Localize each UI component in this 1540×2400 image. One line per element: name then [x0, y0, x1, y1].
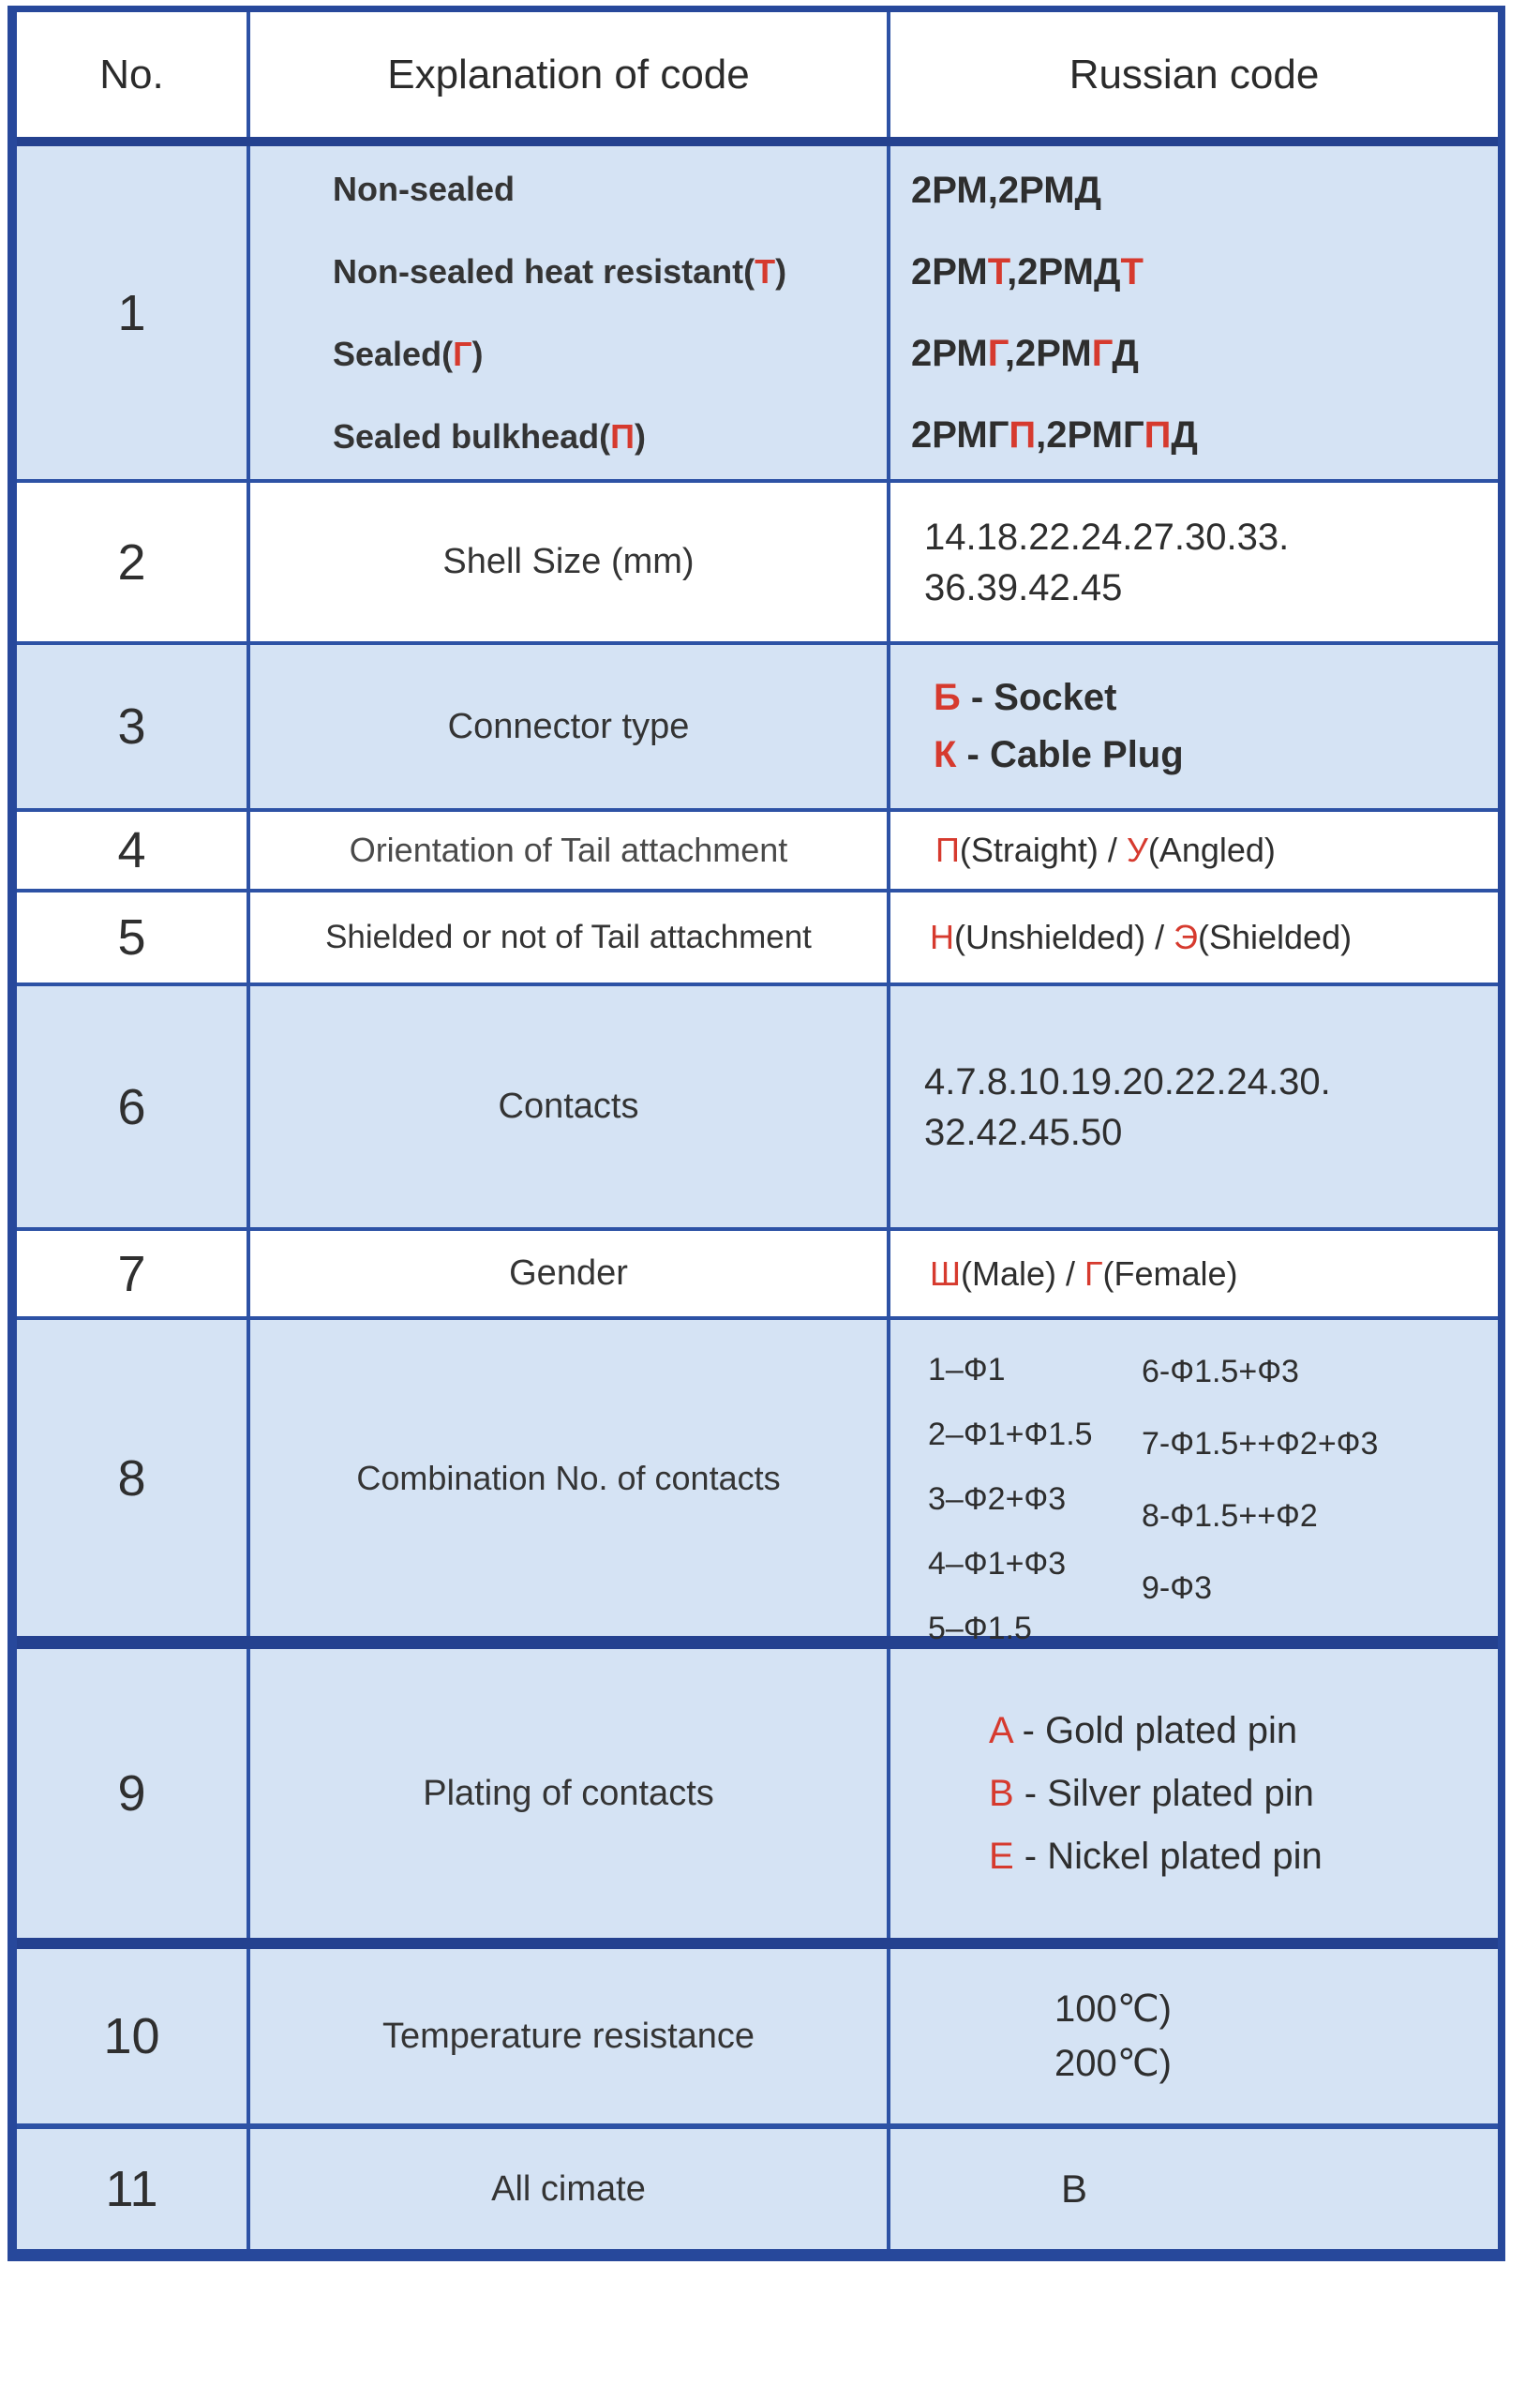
table-row-4 — [17, 812, 1498, 892]
red-code-letter: П — [1009, 413, 1037, 456]
row-3-number: 3 — [17, 645, 250, 808]
code-line: 1–Ф1 — [928, 1352, 1006, 1388]
red-code-letter: У — [1126, 831, 1148, 869]
row-10-explanation: Temperature resistance — [250, 1949, 890, 2123]
code-line: 7-Ф1.5++Ф2+Ф3 — [1142, 1426, 1379, 1462]
row-4-explanation: Orientation of Tail attachment — [250, 812, 890, 889]
row-7-number: 7 — [17, 1231, 250, 1316]
red-code-letter: Б — [934, 677, 961, 718]
text-segment: - Nickel plated pin — [1013, 1835, 1323, 1877]
text-segment: (Male) / — [961, 1253, 1085, 1293]
row-7-russian-code — [890, 1231, 1498, 1316]
row-11-number: 11 — [17, 2129, 250, 2249]
row-2-explanation: Shell Size (mm) — [250, 483, 890, 641]
text-segment: - Cable Plug — [956, 734, 1184, 775]
table-row-5 — [17, 892, 1498, 986]
text-segment: 2РМ,2РМД — [911, 169, 1102, 211]
red-code-letter: E — [989, 1835, 1014, 1877]
red-code-letter: Э — [1174, 918, 1198, 956]
text-segment: (Angled) — [1147, 831, 1276, 869]
text-segment: - Gold plated pin — [1011, 1709, 1298, 1751]
text-segment: - Socket — [960, 677, 1117, 718]
row-5-russian-code — [890, 892, 1498, 982]
text-segment: Sealed bulkhead( — [333, 416, 611, 456]
row-2-number: 2 — [17, 483, 250, 641]
red-code-letter: Г — [987, 332, 1005, 374]
table-row-1 — [17, 146, 1498, 483]
code-line — [924, 512, 1289, 562]
table-row-2 — [17, 483, 1498, 645]
header-russian-code: Russian code — [1069, 51, 1320, 98]
text-segment: 2РМ — [911, 332, 988, 374]
row-1-number: 1 — [17, 146, 250, 479]
row-11-explanation: All cimate — [250, 2129, 890, 2249]
table-row-6 — [17, 986, 1498, 1231]
code-line — [911, 414, 1198, 457]
code-line — [934, 734, 1184, 776]
code-line: 6-Ф1.5+Ф3 — [1142, 1354, 1299, 1389]
red-code-letter: B — [989, 1772, 1014, 1814]
text-segment: Sealed( — [333, 334, 454, 373]
explanation-line — [333, 170, 515, 209]
text-segment: 14.18.22.24.27.30.33. — [924, 516, 1290, 558]
code-line — [989, 1773, 1314, 1815]
row-8-number: 8 — [17, 1320, 250, 1636]
red-code-letter: Ш — [930, 1253, 961, 1293]
row-3-explanation: Connector type — [250, 645, 890, 808]
red-code-letter: П — [1144, 413, 1172, 456]
code-line: 5–Ф1.5 — [928, 1611, 1032, 1646]
text-segment: - Silver plated pin — [1013, 1772, 1314, 1814]
row-11-russian-code — [890, 2129, 1498, 2249]
red-code-letter: Т — [987, 250, 1008, 292]
code-line — [930, 918, 1352, 957]
row-6-explanation: Contacts — [250, 986, 890, 1227]
row-4-number: 4 — [17, 812, 250, 889]
red-code-letter: Г — [1091, 332, 1113, 374]
code-line — [989, 1710, 1297, 1752]
row-7-explanation: Gender — [250, 1231, 890, 1316]
row-9-number: 9 — [17, 1649, 250, 1938]
text-segment: Non-sealed heat resistant( — [333, 251, 755, 291]
code-line — [911, 333, 1139, 375]
text-segment: ,2РМГ — [1036, 413, 1144, 456]
row-6-russian-code — [890, 986, 1498, 1227]
red-code-letter: П — [610, 416, 635, 456]
red-code-letter: Г — [1084, 1253, 1103, 1293]
combination-list-left — [928, 1352, 1142, 1647]
text-segment: Д — [1171, 413, 1198, 456]
row-1-explanation — [250, 146, 890, 479]
code-line — [924, 1107, 1122, 1158]
code-line: B — [1061, 2167, 1088, 2211]
code-line — [911, 170, 1101, 212]
row-4-russian-code — [890, 812, 1498, 889]
text-segment: (Unshielded) / — [954, 918, 1174, 956]
row-9-explanation: Plating of contacts — [250, 1649, 890, 1938]
explanation-line — [333, 335, 483, 374]
row-8-russian-code — [890, 1320, 1498, 1646]
code-line — [924, 562, 1122, 613]
header-explanation: Explanation of code — [250, 12, 890, 137]
code-line — [1054, 2042, 1172, 2085]
text-segment: 100℃) — [1054, 1988, 1172, 2030]
code-line — [934, 677, 1116, 719]
table-row-3 — [17, 645, 1498, 812]
text-segment: 2РМГ — [911, 413, 1009, 456]
row-5-number: 5 — [17, 892, 250, 982]
code-line: 2–Ф1+Ф1.5 — [928, 1417, 1093, 1452]
explanation-line — [333, 252, 786, 292]
table-row-9 — [17, 1649, 1498, 1949]
row-9-russian-code — [890, 1649, 1498, 1938]
code-explanation-table — [7, 6, 1505, 2261]
code-line: 9-Ф3 — [1142, 1570, 1212, 1606]
explanation-line — [333, 417, 646, 457]
red-code-letter: Т — [755, 251, 776, 291]
header-row — [17, 12, 1498, 146]
text-segment: (Female) — [1102, 1253, 1238, 1293]
code-line: 3–Ф2+Ф3 — [928, 1481, 1067, 1517]
table-row-10 — [17, 1949, 1498, 2129]
text-segment: ) — [471, 334, 484, 373]
text-segment: (Shielded) — [1197, 918, 1353, 956]
text-segment: ,2РМД — [1007, 250, 1121, 292]
red-code-letter: К — [934, 734, 957, 775]
row-5-explanation: Shielded or not of Tail attachment — [250, 892, 890, 982]
code-line: 8-Ф1.5++Ф2 — [1142, 1498, 1318, 1534]
code-line — [989, 1836, 1323, 1878]
row-10-number: 10 — [17, 1949, 250, 2123]
code-line — [924, 1057, 1331, 1107]
red-code-letter: Н — [930, 918, 954, 956]
text-segment: Д — [1112, 332, 1139, 374]
combination-list-right — [1142, 1352, 1378, 1607]
table-row-8 — [17, 1320, 1498, 1649]
text-segment: Non-sealed — [333, 169, 516, 208]
text-segment: ) — [775, 251, 787, 291]
row-1-russian-code — [890, 146, 1498, 479]
code-line: 4–Ф1+Ф3 — [928, 1546, 1067, 1582]
row-8-explanation: Combination No. of contacts — [250, 1320, 890, 1636]
row-2-russian-code — [890, 483, 1498, 641]
table-row-11 — [17, 2129, 1498, 2249]
red-code-letter: Т — [1120, 250, 1144, 292]
red-code-letter: П — [935, 831, 960, 869]
text-segment: 200℃) — [1054, 2043, 1172, 2084]
code-line — [935, 831, 1276, 870]
red-code-letter: A — [989, 1709, 1012, 1751]
table-row-7 — [17, 1231, 1498, 1320]
code-line — [911, 251, 1144, 293]
text-segment: 32.42.45.50 — [924, 1111, 1123, 1153]
text-segment: 36.39.42.45 — [924, 566, 1123, 608]
row-10-russian-code — [890, 1949, 1498, 2123]
code-line — [930, 1254, 1238, 1294]
text-segment: 2РМ — [911, 250, 988, 292]
text-segment: (Straight) / — [959, 831, 1127, 869]
code-line — [1054, 1988, 1172, 2031]
red-code-letter: Г — [453, 334, 472, 373]
row-6-number: 6 — [17, 986, 250, 1227]
header-no: No. — [17, 12, 250, 137]
text-segment: 4.7.8.10.19.20.22.24.30. — [924, 1060, 1331, 1102]
text-segment: ,2РМ — [1004, 332, 1092, 374]
text-segment: ) — [634, 416, 646, 456]
row-3-russian-code — [890, 645, 1498, 808]
